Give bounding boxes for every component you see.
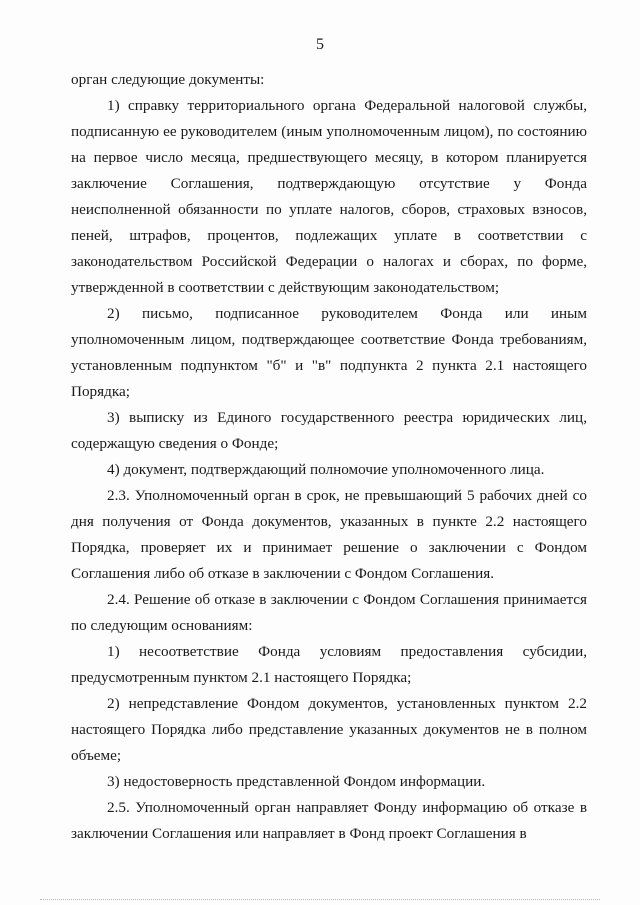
paragraph-clause-2-3: 2.3. Уполномоченный орган в срок, не превышающий 5 рабочих дней со дня получения от Фонда документов, указанных в пункте 2.2 настоящего Порядка, проверяет их и принимает решение о заключении с Фондом Соглашения либо об отказе в заключении с Фондом Соглашения. bbox=[71, 487, 587, 582]
paragraph-item-3-registry-extract: 3) выписку из Единого государственного реестра юридических лиц, содержащую сведения о Фонде; bbox=[71, 409, 587, 452]
paragraph-clause-2-5: 2.5. Уполномоченный орган направляет Фонду информацию об отказе в заключении Соглашения или направляет в Фонд проект Соглашения в bbox=[71, 799, 587, 842]
paragraph-continuation: орган следующие документы: bbox=[71, 71, 265, 88]
paragraph-item-2-letter: 2) письмо, подписанное руководителем Фонда или иным уполномоченным лицом, подтверждающее соответствие Фонда требованиям, установленным подпунктом "б" и "в" подпункта 2 пункта 2.1 настоящего Порядка; bbox=[71, 305, 587, 400]
paragraph-item-1-tax-certificate: 1) справку территориального органа Федеральной налоговой службы, подписанную ее руководителем (иным уполномоченным лицом), по состоянию на первое число месяца, предшествующего месяцу, в котором планируется заключение Соглашения, подтверждающую отсутствие у Фонда неисполненной обязанности по уплате налогов, сборов, страховых взносов, пеней, штрафов, процентов, подлежащих уплате в соответствии с законодательством Российской Федерации о налогах и сборах, по форме, утвержденной в соответствии с действующим законодательством; bbox=[71, 97, 587, 296]
scan-edge-line bbox=[40, 899, 600, 901]
document-body bbox=[71, 67, 587, 847]
paragraph-ground-2: 2) непредставление Фондом документов, установленных пунктом 2.2 настоящего Порядка либо представление указанных документов не в полном объеме; bbox=[71, 695, 587, 764]
page-number: 5 bbox=[316, 36, 324, 53]
paragraph-ground-3: 3) недостоверность представленной Фондом информации. bbox=[107, 773, 486, 790]
paragraph-ground-1: 1) несоответствие Фонда условиям предоставления субсидии, предусмотренным пунктом 2.1 настоящего Порядка; bbox=[71, 643, 587, 686]
paragraph-clause-2-4: 2.4. Решение об отказе в заключении с Фондом Соглашения принимается по следующим основаниям: bbox=[71, 591, 587, 634]
paragraph-item-4-authority-document: 4) документ, подтверждающий полномочие уполномоченного лица. bbox=[107, 461, 545, 478]
